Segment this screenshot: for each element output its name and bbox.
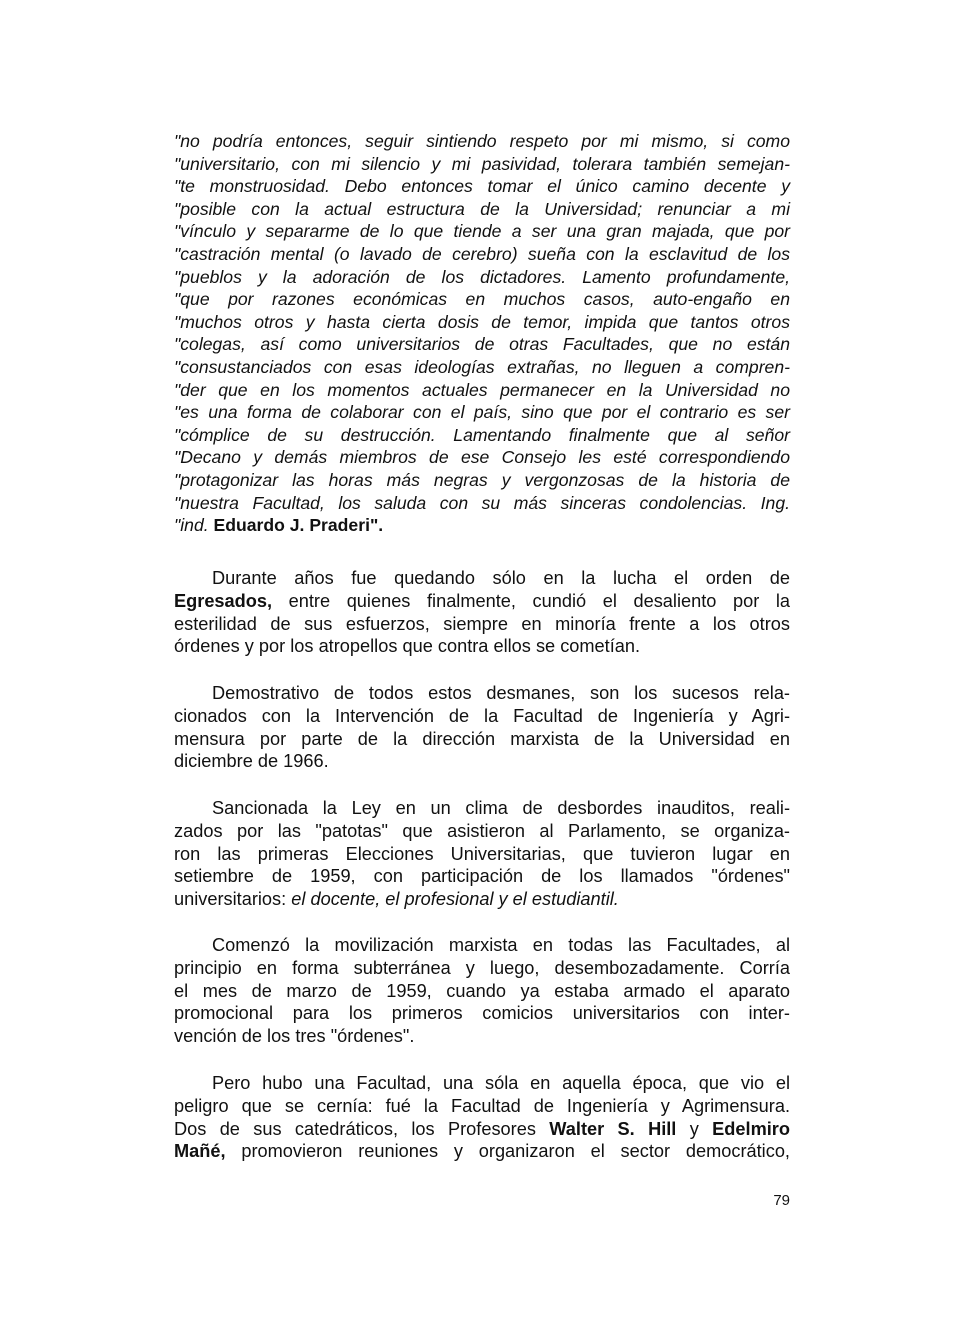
text-run: Dos de sus catedráticos, los Profesores xyxy=(174,1118,550,1139)
text-run: diciembre de 1966. xyxy=(174,751,329,772)
paragraph-line xyxy=(174,728,790,751)
quote-line: "consustanciados con esas ideologías extrañas, no lleguen a compren- xyxy=(174,356,790,377)
paragraph-line xyxy=(174,613,790,636)
text-run: y xyxy=(676,1118,713,1139)
quote-line: "universitario, con mi silencio y mi pasividad, tolerara también semejan- xyxy=(174,153,790,174)
paragraph-line xyxy=(174,590,790,613)
bold-name: Edelmiro xyxy=(712,1118,790,1139)
paragraph-line xyxy=(174,843,790,866)
text-run: Comenzó la movilización marxista en todas las Facultades, al xyxy=(212,935,790,955)
text-run: ron las primeras Elecciones Universitarias, que tuvieron lugar en xyxy=(174,843,790,864)
paragraph xyxy=(174,797,790,911)
bold-name: Egresados, xyxy=(174,590,273,611)
paragraph-line xyxy=(174,1095,790,1118)
paragraph-line xyxy=(174,1002,790,1025)
quote-line: "Decano y demás miembros de ese Consejo les esté correspondiendo xyxy=(174,447,790,468)
quote-line: "muchos otros y hasta cierta dosis de temor, impida que tantos otros xyxy=(174,311,790,332)
quote-line: "castración mental (o lavado de cerebro) sueña con la esclavitud de los xyxy=(174,243,790,264)
text-run: principio en forma subterránea y luego, desembozadamente. Corría xyxy=(174,957,790,978)
text-run: vención de los tres "órdenes". xyxy=(174,1026,415,1047)
paragraph-line xyxy=(174,957,790,980)
paragraph-line xyxy=(174,750,790,773)
paragraph xyxy=(174,567,790,658)
quote-line: "der que en los momentos actuales permanecer en la Universidad no xyxy=(174,379,790,400)
paragraph xyxy=(174,682,790,773)
paragraph-line xyxy=(174,820,790,843)
bold-name: Mañé, xyxy=(174,1141,226,1162)
paragraph-line xyxy=(174,682,790,705)
quoted-letter xyxy=(174,130,790,537)
paragraph-line xyxy=(174,1140,790,1163)
text-run: cionados con la Intervención de la Facultad de Ingeniería y Agri- xyxy=(174,705,790,726)
text-run: órdenes y por los atropellos que contra ellos se cometían. xyxy=(174,636,641,657)
quote-last-prefix: "ind. xyxy=(174,515,209,536)
quote-line: "nuestra Facultad, los saluda con su más sinceras condolencias. Ing. xyxy=(174,492,790,513)
paragraph-line xyxy=(174,934,790,957)
paragraph-line xyxy=(174,1025,790,1048)
quote-line: "es una forma de colaborar con el país, sino que por el contrario es ser xyxy=(174,402,790,423)
quote-line: "cómplice de su destrucción. Lamentando finalmente que al señor xyxy=(174,424,790,445)
text-run: esterilidad de sus esfuerzos, siempre en minoría frente a los otros xyxy=(174,613,790,634)
paragraph-line xyxy=(174,797,790,820)
quote-line: "pueblos y la adoración de los dictadores. Lamento profundamente, xyxy=(174,266,790,287)
quote-line: "no podría entonces, seguir sintiendo respeto por mi mismo, si como xyxy=(174,131,790,151)
text-run: mensura por parte de la dirección marxista de la Universidad en xyxy=(174,728,790,749)
page-number: 79 xyxy=(773,1192,790,1209)
paragraph-line xyxy=(174,1072,790,1095)
text-run: Durante años fue quedando sólo en la lucha el orden de xyxy=(212,568,790,588)
italic-phrase: el docente, el profesional y el estudiantil. xyxy=(291,889,619,910)
text-run: setiembre de 1959, con participación de los llamados "órdenes" xyxy=(174,866,790,887)
text-run: Pero hubo una Facultad, una sóla en aquella época, que vio el xyxy=(212,1073,790,1093)
quote-line: "que por razones económicas en muchos casos, auto-engaño en xyxy=(174,289,790,310)
quote-line: "colegas, así como universitarios de otras Facultades, que no están xyxy=(174,334,790,355)
paragraph-line xyxy=(174,567,790,590)
quote-signature-line xyxy=(174,514,790,537)
paragraph xyxy=(174,934,790,1048)
text-run: promocional para los primeros comicios universitarios con inter- xyxy=(174,1003,790,1024)
paragraph-line xyxy=(174,865,790,888)
paragraph-line xyxy=(174,1118,790,1141)
bold-name: Walter S. Hill xyxy=(549,1118,677,1139)
text-run: universitarios: xyxy=(174,889,292,910)
paragraph-line xyxy=(174,980,790,1003)
quote-signature: Eduardo J. Praderi". xyxy=(213,515,384,536)
text-run: Demostrativo de todos estos desmanes, son los sucesos rela- xyxy=(212,683,790,703)
text-run: Sancionada la Ley en un clima de desbordes inauditos, reali- xyxy=(212,798,790,818)
text-run: el mes de marzo de 1959, cuando ya estaba armado el aparato xyxy=(174,980,790,1001)
text-run: zados por las "patotas" que asistieron al Parlamento, se organiza- xyxy=(174,820,790,841)
quote-line: "posible con la actual estructura de la Universidad; renunciar a mi xyxy=(174,198,790,219)
quote-line: "vínculo y separarme de lo que tiende a ser una gran majada, que por xyxy=(174,221,790,242)
paragraph xyxy=(174,1072,790,1163)
text-run: entre quienes finalmente, cundió el desaliento por la xyxy=(272,590,790,611)
quote-line: "te monstruosidad. Debo entonces tomar el único camino decente y xyxy=(174,176,790,197)
text-run: peligro que se cernía: fué la Facultad de Ingeniería y Agrimensura. xyxy=(174,1095,790,1116)
quote-line: "protagonizar las horas más negras y vergonzosas de la historia de xyxy=(174,469,790,490)
paragraph-line xyxy=(174,635,790,658)
paragraph-line xyxy=(174,888,790,911)
paragraph-line xyxy=(174,705,790,728)
text-run: promovieron reuniones y organizaron el sector democrático, xyxy=(225,1141,790,1162)
